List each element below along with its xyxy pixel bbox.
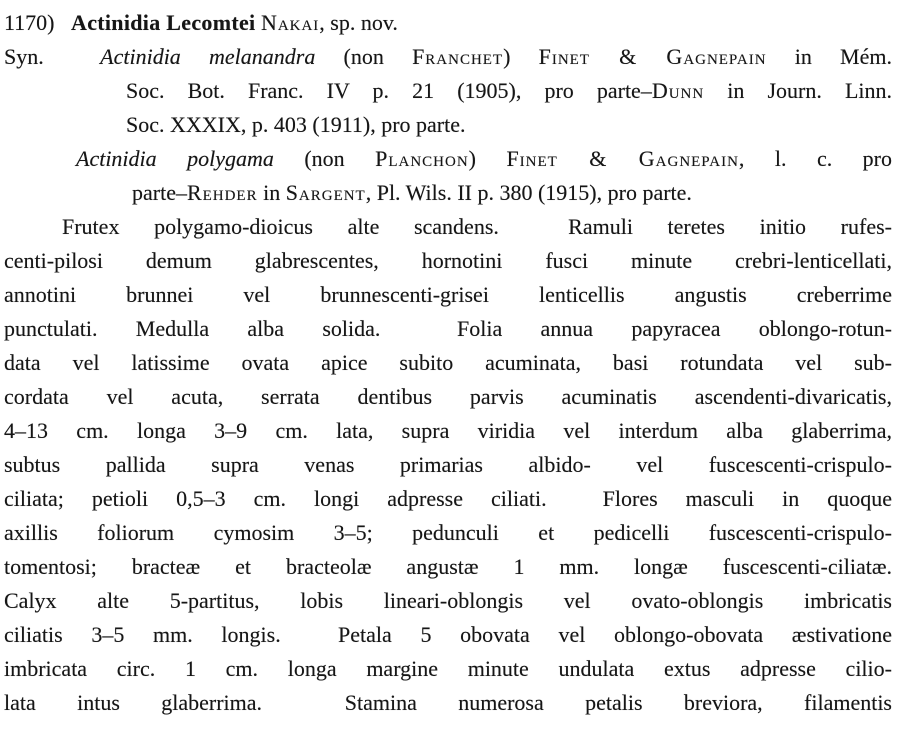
text-segment: Franchet <box>412 44 504 69</box>
text-segment: annotini brunnei vel brunnescenti-grisei lenticellis angustis creberrime <box>4 282 892 307</box>
text-segment: Finet & Gagnepain <box>538 44 767 69</box>
text-segment: Planchon <box>375 146 469 171</box>
text-segment: (non <box>315 44 413 69</box>
description-line <box>4 482 892 516</box>
text-segment: Actinidia polygama <box>76 146 274 171</box>
synonym-line-2 <box>4 74 892 108</box>
text-segment: subtus pallida supra venas primarias albido- vel fuscescenti-crispulo- <box>4 452 892 477</box>
description-line <box>4 312 892 346</box>
synonym-line-1 <box>4 40 892 74</box>
text-segment: in <box>257 180 286 205</box>
description-line <box>4 618 892 652</box>
text-segment: data vel latissime ovata apice subito acuminata, basi rotundata vel sub- <box>4 350 892 375</box>
text-segment: imbricata circ. 1 cm. longa margine minute undulata extus adpresse cilio- <box>4 656 892 681</box>
text-segment: cordata vel acuta, serrata dentibus parvis acuminatis ascendenti-divaricatis, <box>4 384 892 409</box>
description-line <box>4 550 892 584</box>
text-segment: Actinidia melanandra <box>100 44 316 69</box>
text-segment: Calyx alte 5-partitus, lobis lineari-oblongis vel ovato-oblongis imbricatis <box>4 588 892 613</box>
description-line <box>4 346 892 380</box>
entry-heading <box>4 6 892 40</box>
description-line <box>4 516 892 550</box>
text-segment: ciliatis 3–5 mm. longis. Petala 5 obovata vel oblongo-obovata æstivatione <box>4 622 892 647</box>
text-segment: , l. c. pro <box>738 146 893 171</box>
text-segment: , sp. nov. <box>319 10 398 35</box>
text-segment: axillis foliorum cymosim 3–5; pedunculi et pedicelli fuscescenti-crispulo- <box>4 520 892 545</box>
description-line <box>4 584 892 618</box>
description-line <box>4 652 892 686</box>
description-line <box>4 380 892 414</box>
text-segment: Rehder <box>186 180 258 205</box>
description-line <box>4 414 892 448</box>
text-segment: Finet & Gagnepain <box>506 146 739 171</box>
synonym-line-5 <box>4 176 892 210</box>
text-segment: (non <box>273 146 376 171</box>
description-line <box>4 244 892 278</box>
text-segment: Actinidia Lecomtei <box>71 10 256 35</box>
text-segment <box>55 10 72 35</box>
text-segment: Soc. Bot. Franc. IV p. 21 (1905), pro parte– <box>126 78 652 103</box>
text-segment: ) <box>503 44 539 69</box>
text-segment: 1170) <box>4 10 55 35</box>
text-segment: tomentosi; bracteæ et bracteolæ angustæ 1 mm. longæ fuscescenti-ciliatæ. <box>4 554 892 579</box>
text-segment: Sargent <box>285 180 366 205</box>
description-line <box>4 686 892 720</box>
text-segment: ciliata; petioli 0,5–3 cm. longi adpresse ciliati. Flores masculi in quoque <box>4 486 892 511</box>
text-segment: lata intus glaberrima. Stamina numerosa petalis breviora, filamentis <box>4 690 892 715</box>
synonym-line-3 <box>4 108 892 142</box>
description-line <box>4 448 892 482</box>
document-lines <box>4 6 892 720</box>
text-segment: ) <box>468 146 507 171</box>
text-segment: 4–13 cm. longa 3–9 cm. lata, supra viridia vel interdum alba glaberrima, <box>4 418 892 443</box>
description-line <box>4 210 892 244</box>
text-segment: Frutex polygamo-dioicus alte scandens. Ramuli teretes initio rufes- <box>62 214 892 239</box>
text-segment: Soc. XXXIX, p. 403 (1911), pro parte. <box>126 112 466 137</box>
description-line <box>4 278 892 312</box>
synonym-line-4 <box>4 142 892 176</box>
text-segment: Nakai <box>260 10 320 35</box>
text-segment: in Journ. Linn. <box>704 78 892 103</box>
text-segment: parte– <box>132 180 187 205</box>
text-segment: , Pl. Wils. II p. 380 (1915), pro parte. <box>365 180 692 205</box>
text-segment: Dunn <box>651 78 705 103</box>
text-segment: in Mém. <box>766 44 892 69</box>
text-segment: punctulati. Medulla alba solida. Folia annua papyracea oblongo-rotun- <box>4 316 892 341</box>
text-segment: Syn. <box>4 44 101 69</box>
text-segment: centi-pilosi demum glabrescentes, hornotini fusci minute crebri-lenticellati, <box>4 248 892 273</box>
